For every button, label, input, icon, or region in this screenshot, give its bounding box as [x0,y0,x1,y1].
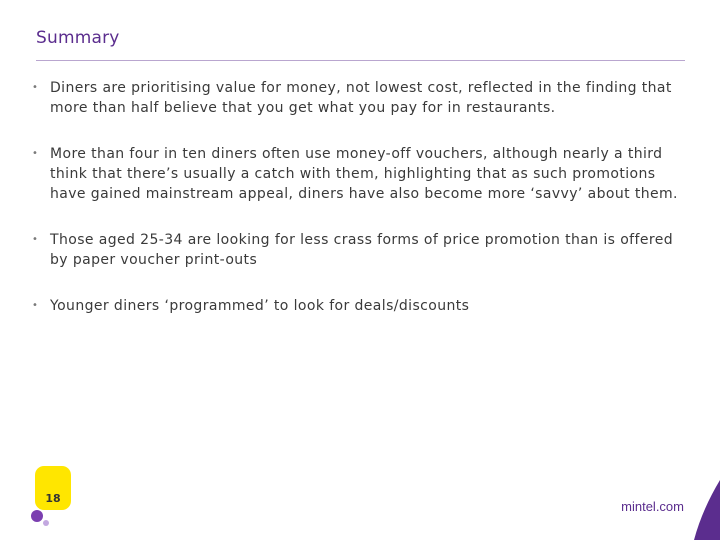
bullet-marker: • [32,300,38,311]
bullet-item [32,296,682,316]
bullet-list [32,78,682,342]
slide-title: Summary [36,28,120,48]
corner-accent-icon [694,480,720,540]
brand-url: mintel.com [621,499,684,514]
bullet-item [32,230,682,270]
title-divider [36,60,685,61]
bullet-marker: • [32,82,38,93]
bullet-text: Younger diners ‘programmed’ to look for deals/discounts [50,298,470,314]
bullet-text: Those aged 25-34 are looking for less crass forms of price promotion than is offered by paper voucher print-outs [50,232,674,268]
bullet-item [32,144,682,204]
page-number: 18 [45,492,61,505]
bullet-marker: • [32,148,38,159]
bullet-text: More than four in ten diners often use money-off vouchers, although nearly a third think that there’s usually a catch with them, highlighting that as such promotions have gained mainstream appeal, diners have also become more ‘savvy’ about them. [50,146,678,202]
bullet-marker: • [32,234,38,245]
bullet-item [32,78,682,118]
bullet-text: Diners are prioritising value for money, not lowest cost, reflected in the finding that more than half believe that you get what you pay for in restaurants. [50,80,672,116]
